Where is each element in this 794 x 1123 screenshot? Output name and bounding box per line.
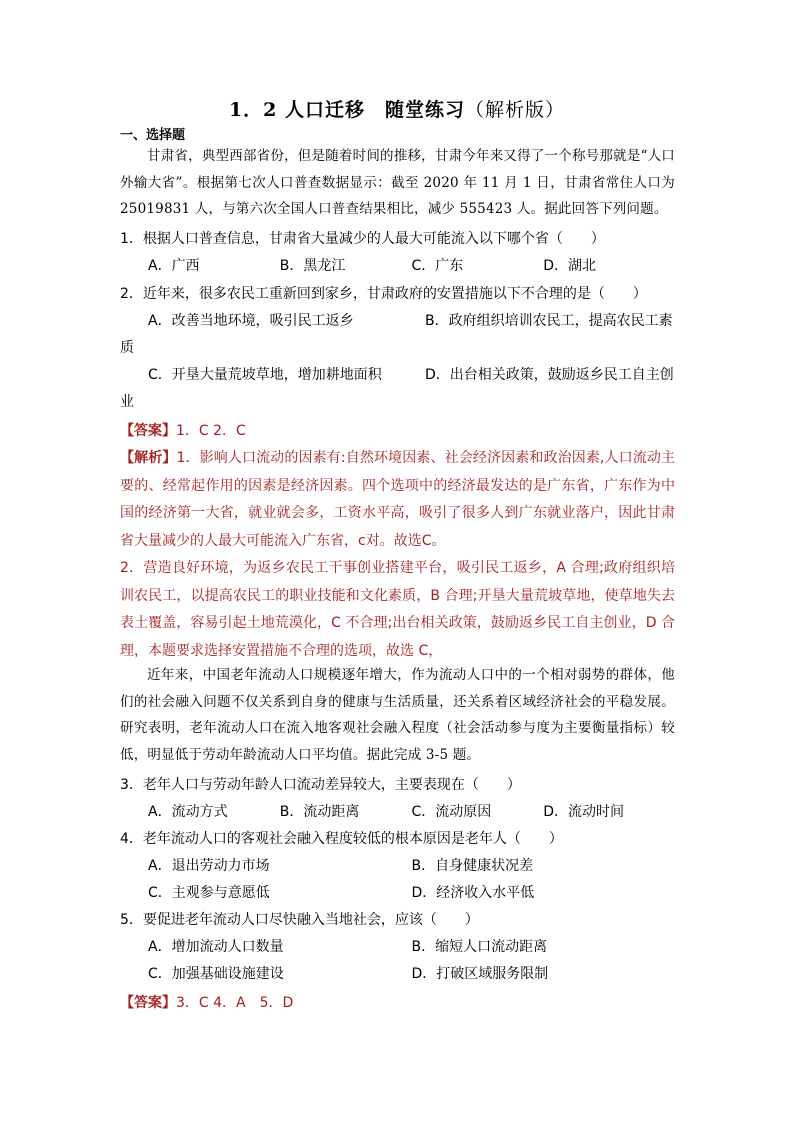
question-4-options-cd [120,880,675,907]
option-d: D．流动时间 [543,804,625,820]
option-c: C．加强基础设施建设 [148,966,284,982]
option-d: D．湖北 [543,258,597,274]
question-2-options-cd [120,362,675,389]
title-subtitle: （解析版） [465,99,566,121]
option-c: C．开垦大量荒坡草地，增加耕地面积 [148,367,382,383]
option-c: C．广东 [411,258,464,274]
answer-1 [120,418,675,445]
option-b: B．流动距离 [279,804,360,820]
question-2-options-ab [120,308,675,335]
option-a: A．增加流动人口数量 [148,939,284,955]
option-b: B．政府组织培训农民工，提高农民工素 [425,313,673,329]
question-5-options-ab [120,934,675,961]
section-heading: 一、选择题 [120,128,186,143]
question-5 [120,907,675,988]
option-d: D．出台相关政策，鼓励返乡民工自主创 [425,367,674,383]
analysis-tag: 【解析】 [120,450,177,466]
reading-passage-2 [120,662,675,768]
question-4-stem: 4．老年流动人口的客观社会融入程度较低的根本原因是老年人（ ） [120,831,563,847]
answer-tag: 【答案】 [120,995,176,1011]
answer-text: 1．C 2．C [176,423,246,439]
option-d: D．经济收入水平低 [411,885,535,901]
analysis-paragraph-2: 2．营造良好环境，为返乡农民工干事创业搭建平台，吸引民工返乡，A 合理;政府组织培训农民工，以提高农民工的职业技能和文化素质，B 合理;开垦大量荒坡草地，使草地失去表土覆盖，容易引起土地荒漠化，C 不合理;出台相关政策，鼓励返乡民工自主创业，D 合理，本题要求选择安置措施不合理的选项，故选 C， [120,560,675,659]
question-5-options-cd [120,961,675,988]
question-2-stem: 2．近年来，很多农民工重新回到家乡，甘肃政府的安置措施以下不合理的是（ ） [120,286,647,302]
question-1-options [120,253,675,280]
option-a: A．流动方式 [148,804,228,820]
option-a: A．改善当地环境，吸引民工返乡 [148,313,354,329]
passage-1-text: 甘肃省，典型西部省份，但是随着时间的推移，甘肃今年来又得了一个称号那就是“人口外输大省”。根据第七次人口普查数据显示：截至 2020 年 11 月 1 日，甘肃省常住人口为 25019831 人，与第六次全国人口普查结果相比，减少 555423 人。据此回答下列问题。 [120,148,675,217]
answer-text: 3．C 4．A 5．D [176,995,294,1011]
question-3-options [120,799,675,826]
question-3-stem: 3．老年人口与劳动年龄人口流动差异较大，主要表现在（ ） [120,777,521,793]
passage-2-text: 近年来，中国老年流动人口规模逐年增大，作为流动人口中的一个相对弱势的群体，他们的社会融入问题不仅关系到自身的健康与生活质量，还关系着区域经济社会的平稳发展。研究表明，老年流动人口在流入地客观社会融入程度（社会活动参与度为主要衡量指标）较低，明显低于劳动年龄流动人口平均值。据此完成 3-5 题。 [120,667,675,763]
option-c: C．流动原因 [411,804,492,820]
question-5-stem: 5．要促进老年流动人口尽快融入当地社会，应该（ ） [120,912,479,928]
question-2 [120,281,675,416]
option-b: B．自身健康状况差 [411,858,534,874]
analysis-1 [120,445,675,665]
answer-2 [120,990,675,1017]
question-2-option-d-cont: 业 [120,394,134,410]
title-main: 1．2 人口迁移 随堂练习 [228,99,466,121]
reading-passage-1 [120,143,675,223]
question-4 [120,826,675,907]
page-title [0,95,794,122]
option-c: C．主观参与意愿低 [148,885,270,901]
option-a: A．广西 [148,258,200,274]
option-b: B．缩短人口流动距离 [411,939,548,955]
question-1-stem: 1．根据人口普查信息，甘肃省大量减少的人最大可能流入以下哪个省（ ） [120,231,605,247]
answer-tag: 【答案】 [120,423,176,439]
analysis-paragraph-1: 【解析】1．影响人口流动的因素有:自然环境因素、社会经济因素和政治因素,人口流动主要的、经常起作用的因素是经济因素。四个选项中的经济最发达的是广东省，广东作为中国的经济第一大省，就业就会多，工资水平高，吸引了很多人到广东就业落户，因此甘肃省大量减少的人最大可能流入广东省，c对。故选C。 [120,450,676,549]
question-4-options-ab [120,853,675,880]
question-3 [120,772,675,826]
option-b: B．黑龙江 [279,258,346,274]
question-2-option-b-cont: 质 [120,340,134,356]
question-1 [120,226,675,280]
option-d: D．打破区域服务限制 [411,966,549,982]
option-a: A．退出劳动力市场 [148,858,270,874]
